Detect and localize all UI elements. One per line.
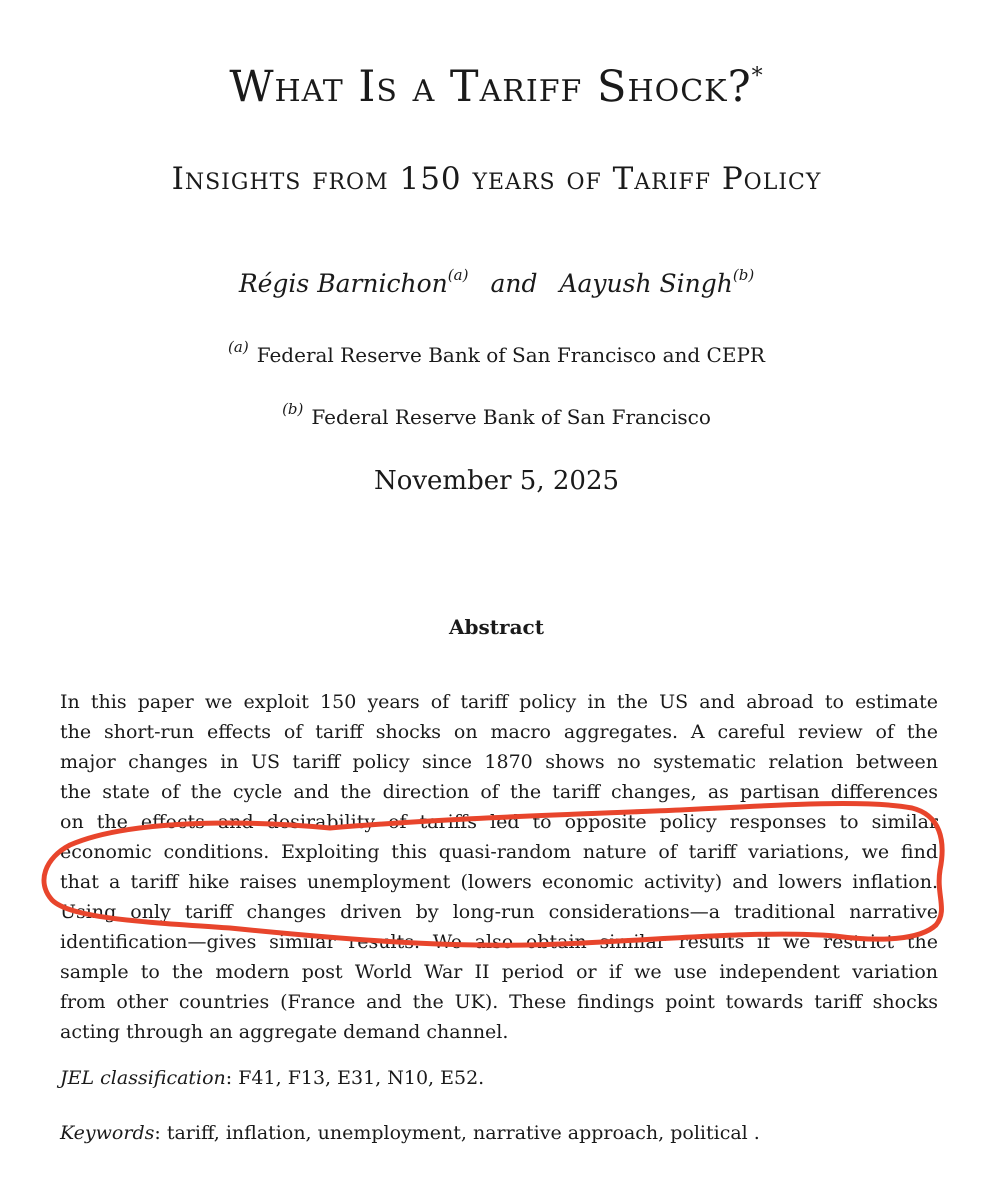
paper-subtitle: Insights from 150 years of Tariff Policy [171, 161, 822, 197]
abstract-body [60, 687, 938, 1047]
jel-label: JEL classification [60, 1067, 226, 1089]
jel-separator: : [225, 1067, 233, 1089]
keywords [60, 1122, 760, 1144]
affiliation-b-text: Federal Reserve Bank of San Francisco [311, 405, 711, 429]
keywords-text: tariff, inflation, unemployment, narrative approach, political . [166, 1122, 760, 1144]
title-text: What Is a Tariff Shock? [229, 62, 752, 112]
abstract-line: In this paper we exploit 150 years of tariff policy in the US and abroad to estimate [60, 691, 938, 713]
abstract-line: major changes in US tariff policy since 1870 shows no systematic relation between [60, 751, 938, 773]
jel-classification [60, 1067, 484, 1089]
title-footnote-mark: * [751, 64, 764, 89]
affiliation-a [0, 338, 993, 367]
abstract-line: the short-run effects of tariff shocks on macro aggregates. A careful review of the [60, 721, 938, 743]
abstract-line: identification—gives similar results. We also obtain similar results if we restrict the [60, 931, 938, 953]
affiliation-a-mark: (a) [228, 338, 249, 356]
authors-joiner: and [490, 269, 538, 298]
author-1-affil-mark: (a) [447, 266, 469, 284]
abstract-line: on the effects and desirability of tariffs led to opposite policy responses to similar [60, 811, 938, 833]
affiliation-a-text: Federal Reserve Bank of San Francisco and CEPR [256, 343, 765, 367]
paper-title [0, 62, 993, 112]
abstract-line: from other countries (France and the UK). These findings point towards tariff shocks [60, 991, 938, 1013]
abstract-line: acting through an aggregate demand channel. [60, 1021, 509, 1043]
paper-date: November 5, 2025 [373, 466, 620, 496]
jel-codes: F41, F13, E31, N10, E52. [238, 1067, 485, 1089]
author-1-name: Régis Barnichon [238, 269, 448, 298]
abstract-heading: Abstract [449, 615, 544, 639]
abstract-line: economic conditions. Exploiting this quasi-random nature of tariff variations, we find [60, 841, 938, 863]
keywords-label: Keywords [60, 1122, 155, 1144]
affiliation-b-mark: (b) [282, 400, 304, 418]
affiliation-b [0, 400, 993, 429]
abstract-line: the state of the cycle and the direction of the tariff changes, as partisan differences [60, 781, 938, 803]
author-line [0, 266, 993, 298]
abstract-line: Using only tariff changes driven by long-run considerations—a traditional narrative [60, 901, 938, 923]
author-2-affil-mark: (b) [732, 266, 755, 284]
keywords-separator: : [154, 1122, 161, 1144]
abstract-line: that a tariff hike raises unemployment (lowers economic activity) and lowers inflation. [60, 871, 938, 893]
abstract-line: sample to the modern post World War II period or if we use independent variation [60, 961, 938, 983]
author-2-name: Aayush Singh [559, 269, 733, 298]
